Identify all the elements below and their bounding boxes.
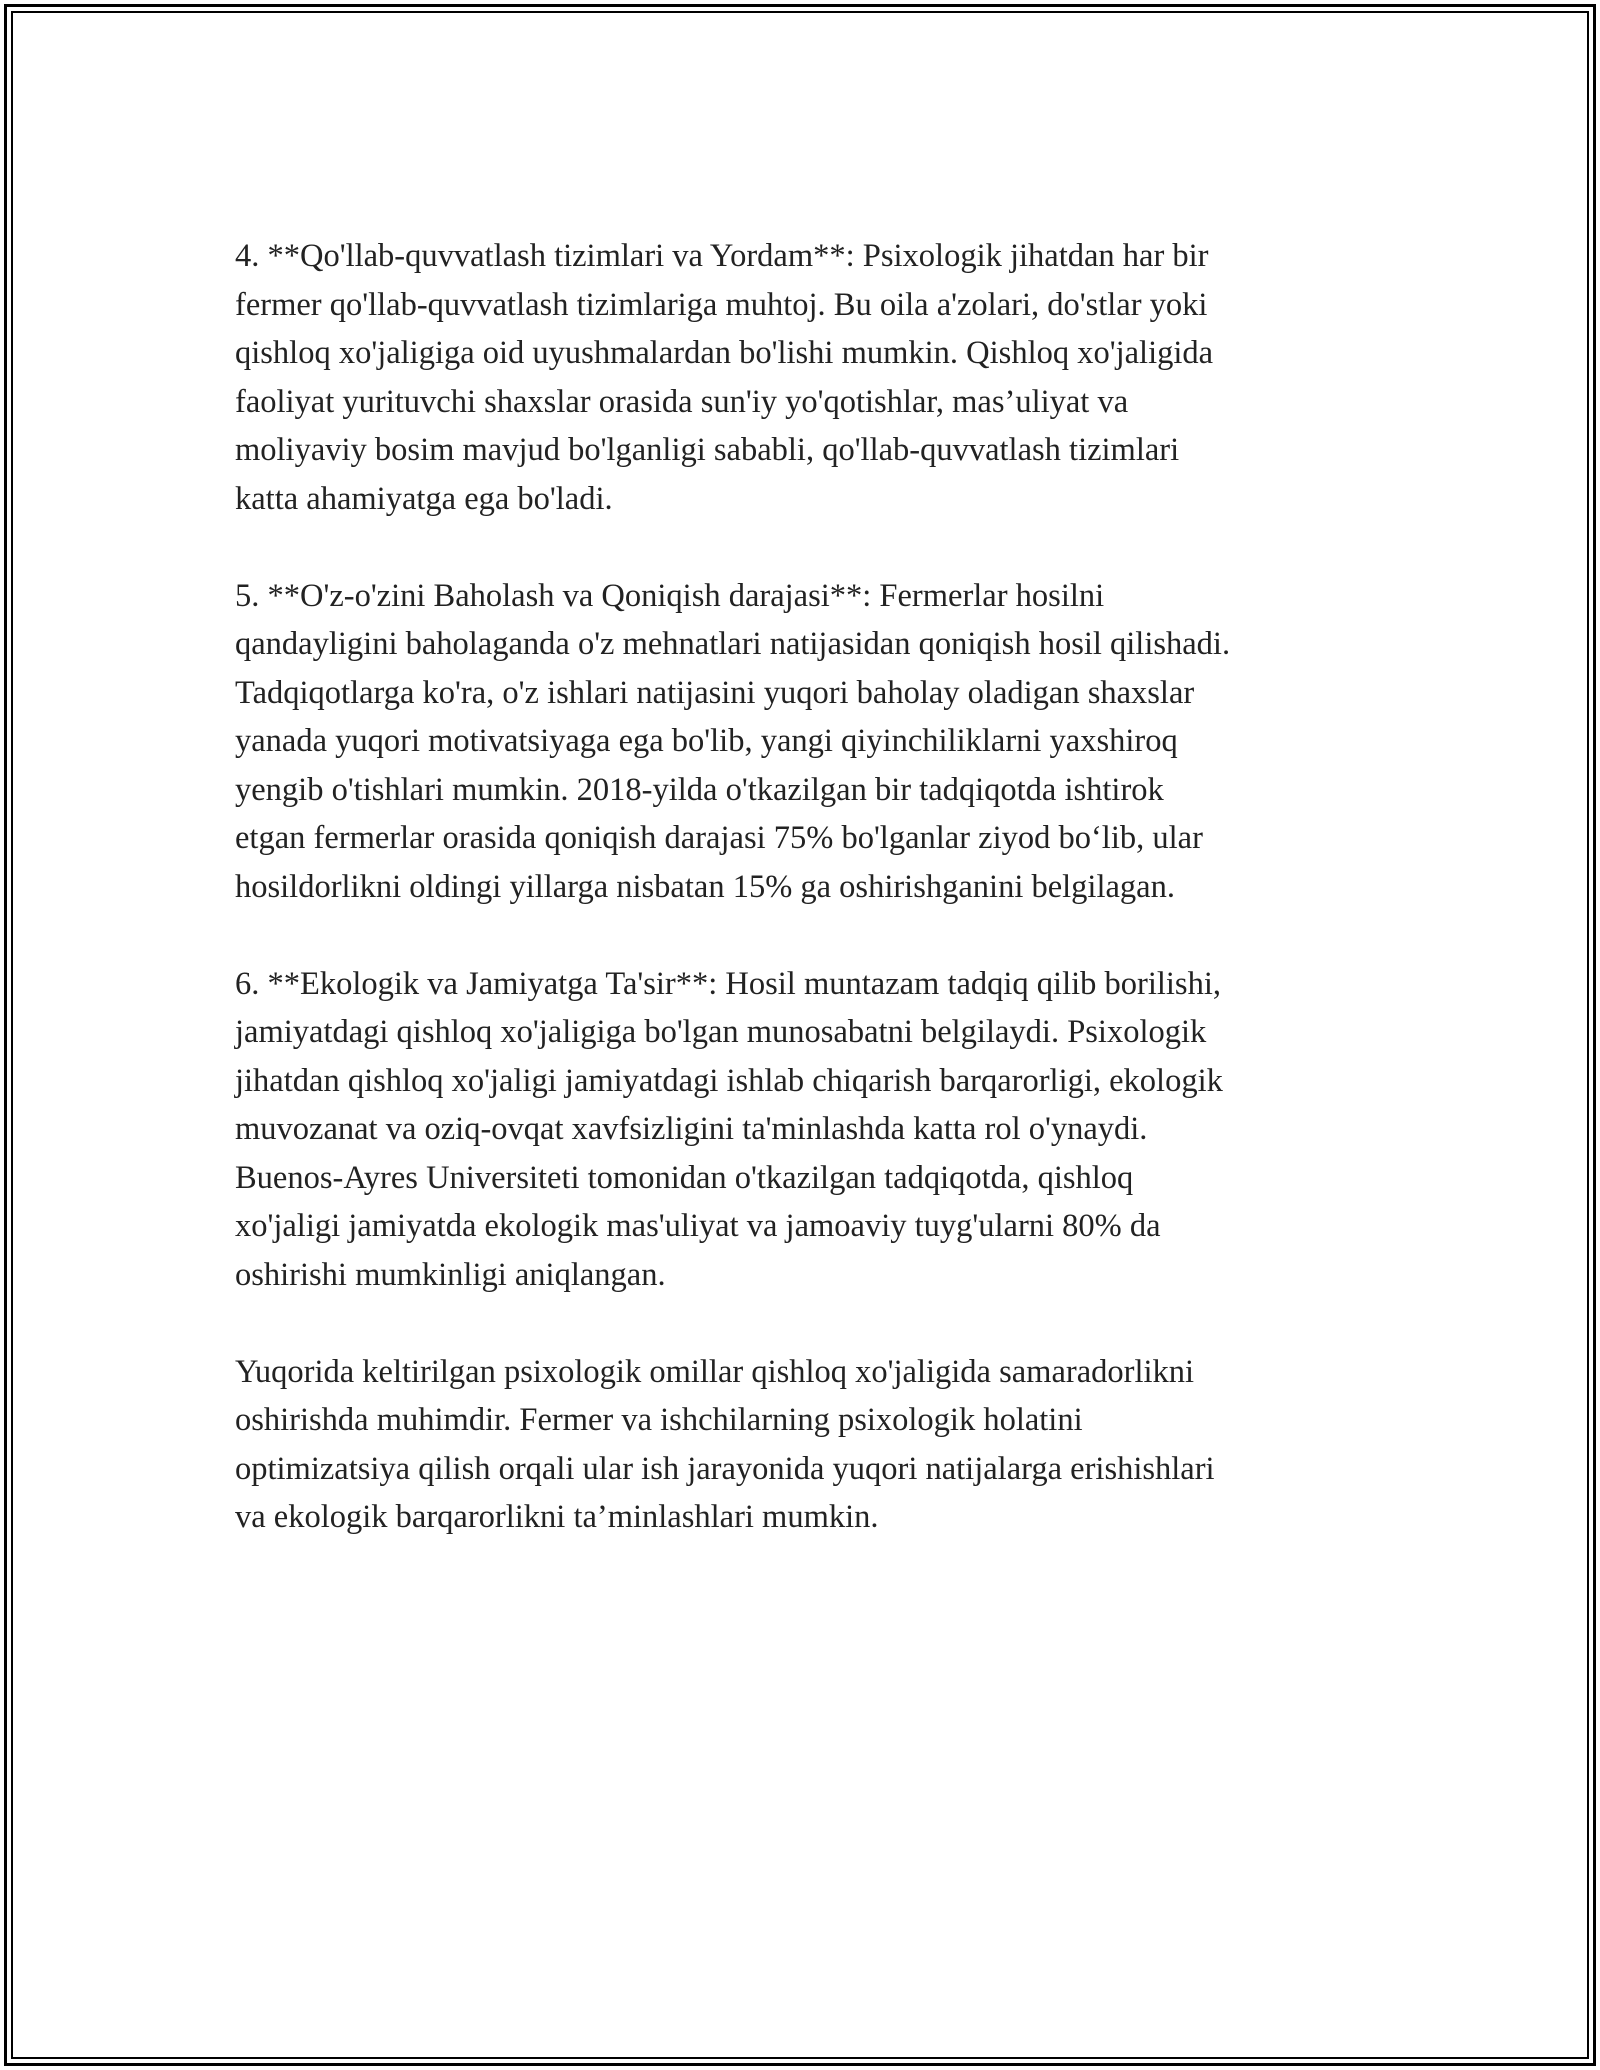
text-line: Buenos-Ayres Universiteti tomonidan o'tkazilgan tadqiqotda, qishloq [235, 1159, 1134, 1196]
text-line: Yuqorida keltirilgan psixologik omillar qishloq xo'jaligida samaradorlikni [235, 1353, 1195, 1390]
paragraph-self-assessment [235, 572, 1365, 912]
text-line: jihatdan qishloq xo'jaligi jamiyatdagi ishlab chiqarish barqarorligi, ekologik [235, 1062, 1223, 1099]
text-line: 4. **Qo'llab-quvvatlash tizimlari va Yordam**: Psixologik jihatdan har bir [235, 238, 1209, 274]
text-line: 5. **O'z-o'zini Baholash va Qoniqish darajasi**: Fermerlar hosilni [235, 577, 1105, 614]
text-line: oshirishi mumkinligi aniqlangan. [235, 1256, 666, 1293]
text-line: muvozanat va oziq-ovqat xavfsizligini ta'minlashda katta rol o'ynaydi. [235, 1111, 1148, 1147]
text-line: yengib o'tishlari mumkin. 2018-yilda o'tkazilgan bir tadqiqotda ishtirok [235, 771, 1164, 808]
text-line: hosildorlikni oldingi yillarga nisbatan 15% ga oshirishganini belgilagan. [235, 868, 1175, 905]
text-line: katta ahamiyatga ega bo'ladi. [235, 480, 613, 517]
text-line: yanada yuqori motivatsiyaga ega bo'lib, yangi qiyinchiliklarni yaxshiroq [235, 723, 1178, 759]
text-line: jamiyatdagi qishloq xo'jaligiga bo'lgan munosabatni belgilaydi. Psixologik [235, 1014, 1207, 1050]
text-line: moliyaviy bosim mavjud bo'lganligi sababli, qo'llab-quvvatlash tizimlari [235, 432, 1180, 468]
text-line: xo'jaligi jamiyatda ekologik mas'uliyat va jamoaviy tuyg'ularni 80% da [235, 1208, 1161, 1244]
text-line: etgan fermerlar orasida qoniqish darajasi 75% bo'lganlar ziyod bo‘lib, ular [235, 820, 1203, 856]
text-line: qishloq xo'jaligiga oid uyushmalardan bo'lishi mumkin. Qishloq xo'jaligida [235, 335, 1214, 371]
paragraph-support-systems [235, 232, 1365, 523]
text-line: va ekologik barqarorlikni ta’minlashlari mumkin. [235, 1499, 879, 1535]
paragraph-conclusion [235, 1348, 1365, 1542]
text-line: fermer qo'llab-quvvatlash tizimlariga muhtoj. Bu oila a'zolari, do'stlar yoki [235, 286, 1208, 323]
text-line: qandayligini baholaganda o'z mehnatlari natijasidan qoniqish hosil qilishadi. [235, 626, 1231, 662]
text-line: optimizatsiya qilish orqali ular ish jarayonida yuqori natijalarga erishishlari [235, 1450, 1215, 1487]
text-line: 6. **Ekologik va Jamiyatga Ta'sir**: Hosil muntazam tadqiq qilib borilishi, [235, 965, 1221, 1002]
paragraph-ecological-impact [235, 960, 1365, 1300]
text-line: Tadqiqotlarga ko'ra, o'z ishlari natijasini yuqori baholay oladigan shaxslar [235, 674, 1195, 711]
text-line: oshirishda muhimdir. Fermer va ishchilarning psixologik holatini [235, 1402, 1083, 1438]
text-line: faoliyat yurituvchi shaxslar orasida sun'iy yo'qotishlar, mas’uliyat va [235, 383, 1129, 420]
document-body [235, 232, 1365, 1590]
